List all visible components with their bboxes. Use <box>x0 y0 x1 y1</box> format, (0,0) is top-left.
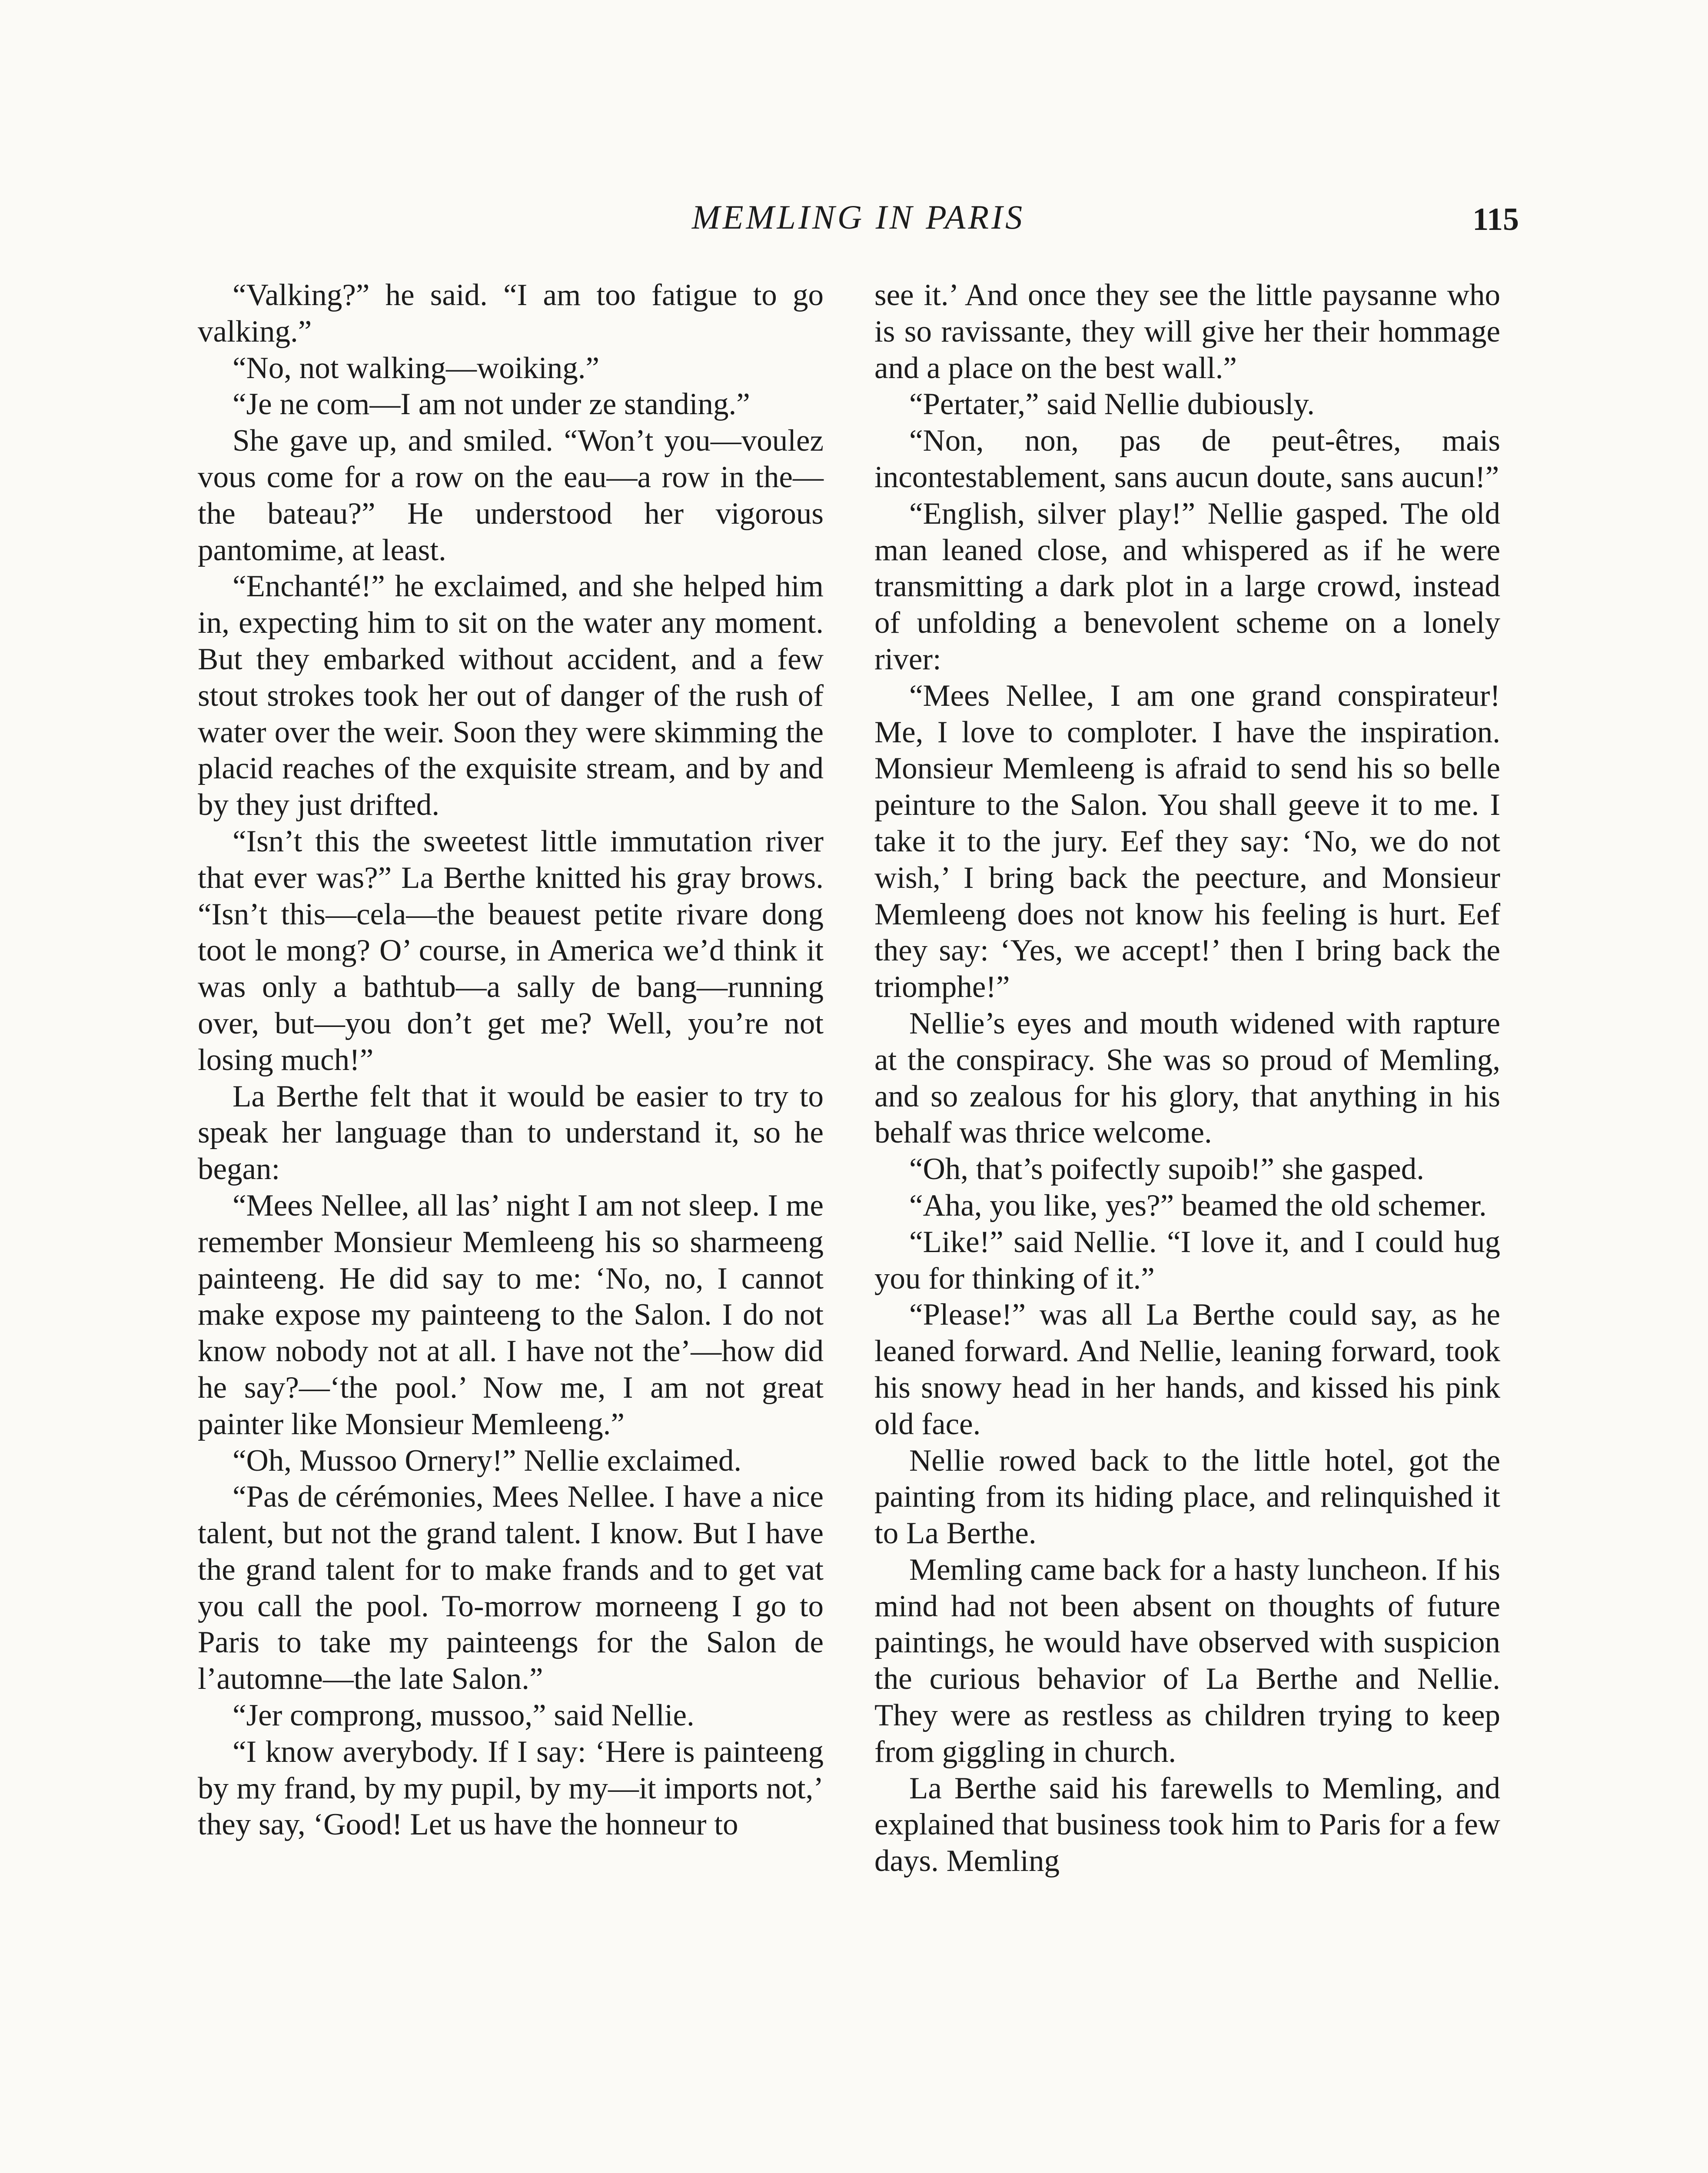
paragraph: “No, not walking—woiking.” <box>233 351 599 385</box>
paragraph: “Mees Nellee, I am one grand conspirateur! Me, I love to comploter. I have the inspiration. Monsieur Memleeng is afraid to send his so belle peinture to the Salon. You shall geeve it to me. I take it to the jury. Eef they say: ‘No, we do not wish,’ I bring back the peecture, and Monsieur Memleeng does not know his feeling is hurt. Eef they say: ‘Yes, we accept!’ then I bring back the triomphe!” <box>874 678 1500 1004</box>
paragraph: “Je ne com—I am not under ze standing.” <box>233 387 750 422</box>
page-number: 115 <box>1472 202 1519 237</box>
paragraph: “Oh, Mussoo Ornery!” Nellie exclaimed. <box>233 1443 742 1478</box>
paragraph: “Aha, you like, yes?” beamed the old schemer. <box>909 1188 1487 1223</box>
paragraph: Nellie rowed back to the little hotel, got the painting from its hiding place, and relinquished it to La Berthe. <box>874 1443 1500 1551</box>
paragraph: “Mees Nellee, all las’ night I am not sleep. I me remember Monsieur Memleeng his so sharmeeng painteeng. He did say to me: ‘No, no, I cannot make expose my painteeng to the Salon. I do not know nobody not at all. I have not the’—how did he say?—‘the pool.’ Now me, I am not great painter like Monsieur Memleeng.” <box>198 1188 824 1441</box>
paragraph: “Isn’t this the sweetest little immutation river that ever was?” La Berthe knitted his gray brows. “Isn’t this—cela—the beauest petite rivare dong toot le mong? O’ course, in America we’d think it was only a bathtub—a sally de bang—running over, but—you don’t get me? Well, you’re not losing much!” <box>198 824 824 1077</box>
paragraph: “Please!” was all La Berthe could say, as he leaned forward. And Nellie, leaning forward, took his snowy head in her hands, and kissed his pink old face. <box>874 1298 1500 1441</box>
right-text-column <box>874 277 1500 1880</box>
paragraph: “Pas de cérémonies, Mees Nellee. I have a nice talent, but not the grand talent. I know. But I have the grand talent for to make frands and to get vat you call the pool. To-morrow morneeng I go to Paris to take my painteengs for the Salon de l’automne—the late Salon.” <box>198 1480 824 1696</box>
paragraph: “Valking?” he said. “I am too fatigue to go valking.” <box>198 278 824 349</box>
paragraph: “Jer comprong, mussoo,” said Nellie. <box>233 1698 694 1733</box>
paragraph: “Pertater,” said Nellie dubiously. <box>909 387 1315 422</box>
paragraph: Memling came back for a hasty luncheon. If his mind had not been absent on thoughts of future paintings, he would have observed with suspicion the curious behavior of La Berthe and Nellie. They were as restless as children trying to keep from giggling in church. <box>874 1552 1500 1769</box>
paragraph: La Berthe felt that it would be easier to try to speak her language than to understand it, so he began: <box>198 1079 824 1186</box>
paragraph: “I know averybody. If I say: ‘Here is painteeng by my frand, by my pupil, by my—it imports not,’ they say, ‘Good! Let us have the honneur to <box>198 1734 824 1842</box>
paragraph: “English, silver play!” Nellie gasped. The old man leaned close, and whispered as if he were transmitting a dark plot in a large crowd, instead of unfolding a benevolent scheme on a lonely river: <box>874 496 1500 676</box>
paragraph: Nellie’s eyes and mouth widened with rapture at the conspiracy. She was so proud of Memling, and so zealous for his glory, that anything in his behalf was thrice welcome. <box>874 1006 1500 1150</box>
paragraph: She gave up, and smiled. “Won’t you—voulez vous come for a row on the eau—a row in the—the bateau?” He understood her vigorous pantomime, at least. <box>198 424 824 567</box>
paragraph: La Berthe said his farewells to Memling, and explained that business took him to Paris for a few days. Memling <box>874 1771 1500 1878</box>
paragraph: see it.’ And once they see the little paysanne who is so ravissante, they will give her their hommage and a place on the best wall.” <box>874 278 1500 385</box>
running-title: MEMLING IN PARIS <box>691 198 1025 236</box>
paragraph: “Like!” said Nellie. “I love it, and I could hug you for thinking of it.” <box>874 1225 1500 1296</box>
paragraph: “Non, non, pas de peut-êtres, mais incontestablement, sans aucun doute, sans aucun!” <box>874 424 1500 494</box>
paragraph: “Oh, that’s poifectly supoib!” she gasped. <box>909 1152 1425 1186</box>
paragraph: “Enchanté!” he exclaimed, and she helped him in, expecting him to sit on the water any moment. But they embarked without accident, and a few stout strokes took her out of danger of the rush of water over the weir. Soon they were skimming the placid reaches of the exquisite stream, and by and by they just drifted. <box>198 569 824 822</box>
left-text-column <box>198 277 824 1843</box>
page-header <box>200 198 1517 246</box>
